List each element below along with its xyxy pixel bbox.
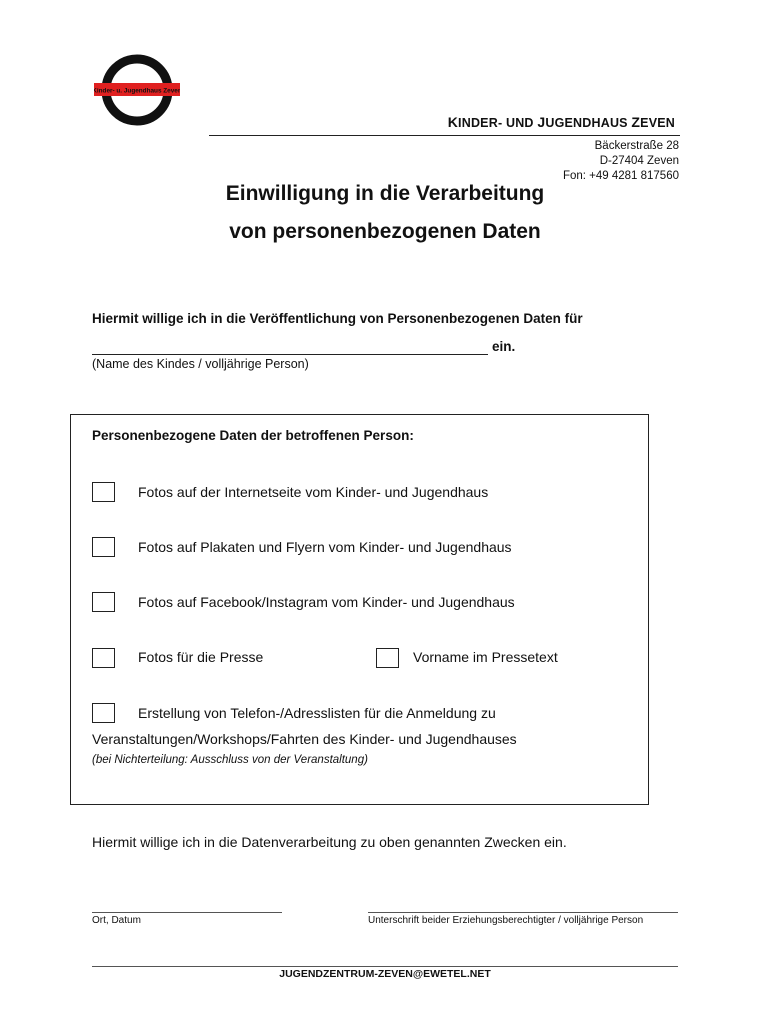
checkbox-press-firstname[interactable]: [376, 648, 399, 668]
option-press-photos: Fotos für die Presse: [138, 649, 264, 665]
place-date-field[interactable]: [92, 912, 282, 913]
contact-lists-note: (bei Nichterteilung: Ausschluss von der Veranstaltung): [92, 754, 368, 766]
page-title-line1: Einwilligung in die Verarbeitung: [225, 182, 545, 205]
personal-data-heading: Personenbezogene Daten der betroffenen Person:: [92, 428, 414, 443]
organization-name: KINDER- UND JUGENDHAUS ZEVEN: [447, 114, 675, 130]
option-contact-lists-line1: Erstellung von Telefon-/Adresslisten für die Anmeldung zu: [138, 705, 496, 721]
option-press-firstname: Vorname im Pressetext: [413, 649, 558, 665]
option-website-photos: Fotos auf der Internetseite vom Kinder- und Jugendhaus: [138, 484, 489, 500]
option-poster-photos: Fotos auf Plakaten und Flyern vom Kinder- und Jugendhaus: [138, 539, 512, 555]
signature-field[interactable]: [368, 912, 678, 913]
checkbox-website-photos[interactable]: [92, 482, 115, 502]
footer-email: JUGENDZENTRUM-ZEVEN@EWETEL.NET: [279, 968, 491, 980]
checkbox-contact-lists[interactable]: [92, 703, 115, 723]
option-contact-lists-line2: Veranstaltungen/Workshops/Fahrten des Kinder- und Jugendhauses: [92, 731, 517, 747]
logo-text: Kinder- u. Jugendhaus Zeven: [94, 87, 180, 95]
final-consent: Hiermit willige ich in die Datenverarbeitung zu oben genannten Zwecken ein.: [92, 834, 567, 850]
checkbox-press-photos[interactable]: [92, 648, 115, 668]
address-phone: Fon: +49 4281 817560: [562, 170, 679, 182]
signature-label: Unterschrift beider Erziehungsberechtigter / volljährige Person: [368, 915, 644, 926]
footer-divider: [92, 966, 678, 967]
address-city: D-27404 Zeven: [599, 155, 679, 167]
checkbox-social-photos[interactable]: [92, 592, 115, 612]
header-divider: [209, 135, 680, 136]
logo: [94, 54, 180, 126]
checkbox-poster-photos[interactable]: [92, 537, 115, 557]
logo-roundel-icon: [94, 54, 180, 126]
place-date-label: Ort, Datum: [92, 915, 141, 926]
address-block: [563, 139, 679, 184]
name-field[interactable]: [92, 354, 488, 355]
name-field-hint: (Name des Kindes / volljährige Person): [92, 357, 309, 371]
consent-intro: Hiermit willige ich in die Veröffentlichung von Personenbezogenen Daten für: [92, 311, 583, 326]
address-street: Bäckerstraße 28: [594, 140, 679, 152]
consent-ein: ein.: [492, 339, 516, 354]
page-title-line2: von personenbezogenen Daten: [229, 220, 541, 243]
option-social-photos: Fotos auf Facebook/Instagram vom Kinder- und Jugendhaus: [138, 594, 515, 610]
